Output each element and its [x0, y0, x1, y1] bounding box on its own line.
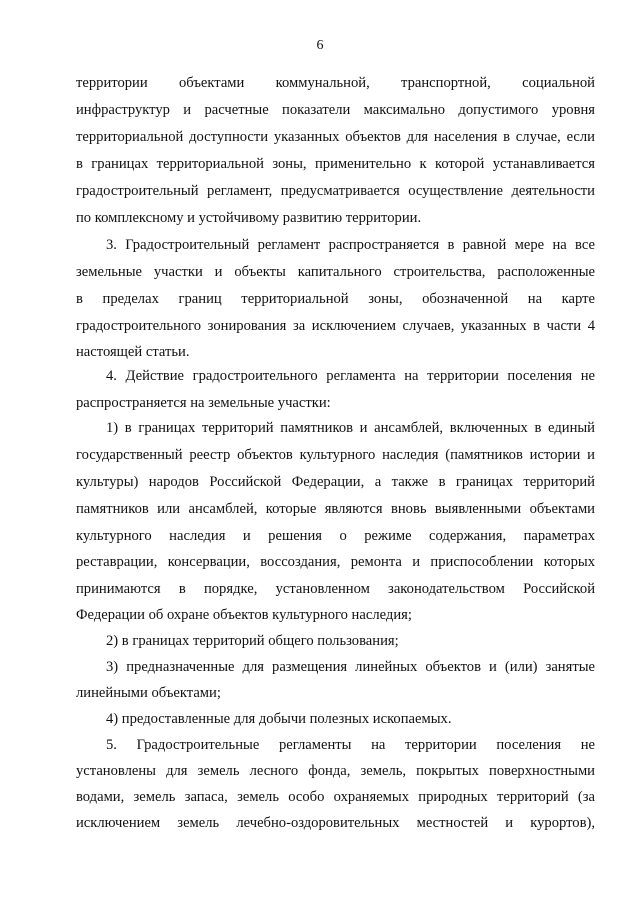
- paragraph-first-line: 4. Действие градостроительного регламента на территории поселения не: [106, 368, 595, 384]
- page-number: 6: [316, 38, 324, 53]
- text-line: распространяется на земельные участки:: [76, 395, 331, 411]
- text-line: государственный реестр объектов культурного наследия (памятников истории и: [76, 447, 595, 463]
- text-line: инфраструктур и расчетные показатели максимально допустимого уровня: [76, 102, 595, 118]
- text-line: градостроительный регламент, предусматривается осуществление деятельности: [76, 183, 595, 199]
- text-line: настоящей статьи.: [76, 344, 190, 360]
- text-line: памятников или ансамблей, которые являются вновь выявленными объектами: [76, 501, 595, 517]
- text-line: территориальной доступности указанных объектов для населения в случае, если: [76, 129, 595, 145]
- text-line: по комплексному и устойчивому развитию территории.: [76, 210, 422, 226]
- list-item-first-line: 4) предоставленные для добычи полезных ископаемых.: [106, 711, 452, 727]
- text-line: принимаются в порядке, установленном законодательством Российской: [76, 581, 595, 597]
- paragraph-first-line: 3. Градостроительный регламент распространяется в равной мере на все: [106, 237, 595, 253]
- text-line: Федерации об охране объектов культурного наследия;: [76, 607, 412, 623]
- text-line: в пределах границ территориальной зоны, обозначенной на карте: [76, 291, 595, 307]
- text-line: водами, земель запаса, земель особо охраняемых природных территорий (за: [76, 789, 595, 805]
- text-line: культуры) народов Российской Федерации, а также в границах территорий: [76, 474, 595, 490]
- text-line: линейными объектами;: [76, 685, 221, 701]
- paragraph-first-line: 5. Градостроительные регламенты на территории поселения не: [106, 737, 595, 753]
- list-item-first-line: 2) в границах территорий общего пользования;: [106, 633, 399, 649]
- text-line: исключением земель лечебно-оздоровительных местностей и курортов),: [76, 815, 595, 831]
- text-line: территории объектами коммунальной, транспортной, социальной: [76, 75, 595, 91]
- list-item-first-line: 3) предназначенные для размещения линейных объектов и (или) занятые: [106, 659, 595, 675]
- text-line: культурного наследия и решения о режиме содержания, параметрах: [76, 528, 595, 544]
- list-item-first-line: 1) в границах территорий памятников и ансамблей, включенных в единый: [106, 420, 595, 436]
- text-line: градостроительного зонирования за исключением случаев, указанных в части 4: [76, 318, 595, 334]
- text-line: реставрации, консервации, воссоздания, ремонта и приспособлении которых: [76, 554, 595, 570]
- text-line: земельные участки и объекты капитального строительства, расположенные: [76, 264, 595, 280]
- text-line: установлены для земель лесного фонда, земель, покрытых поверхностными: [76, 763, 595, 779]
- text-line: в границах территориальной зоны, применительно к которой устанавливается: [76, 156, 595, 172]
